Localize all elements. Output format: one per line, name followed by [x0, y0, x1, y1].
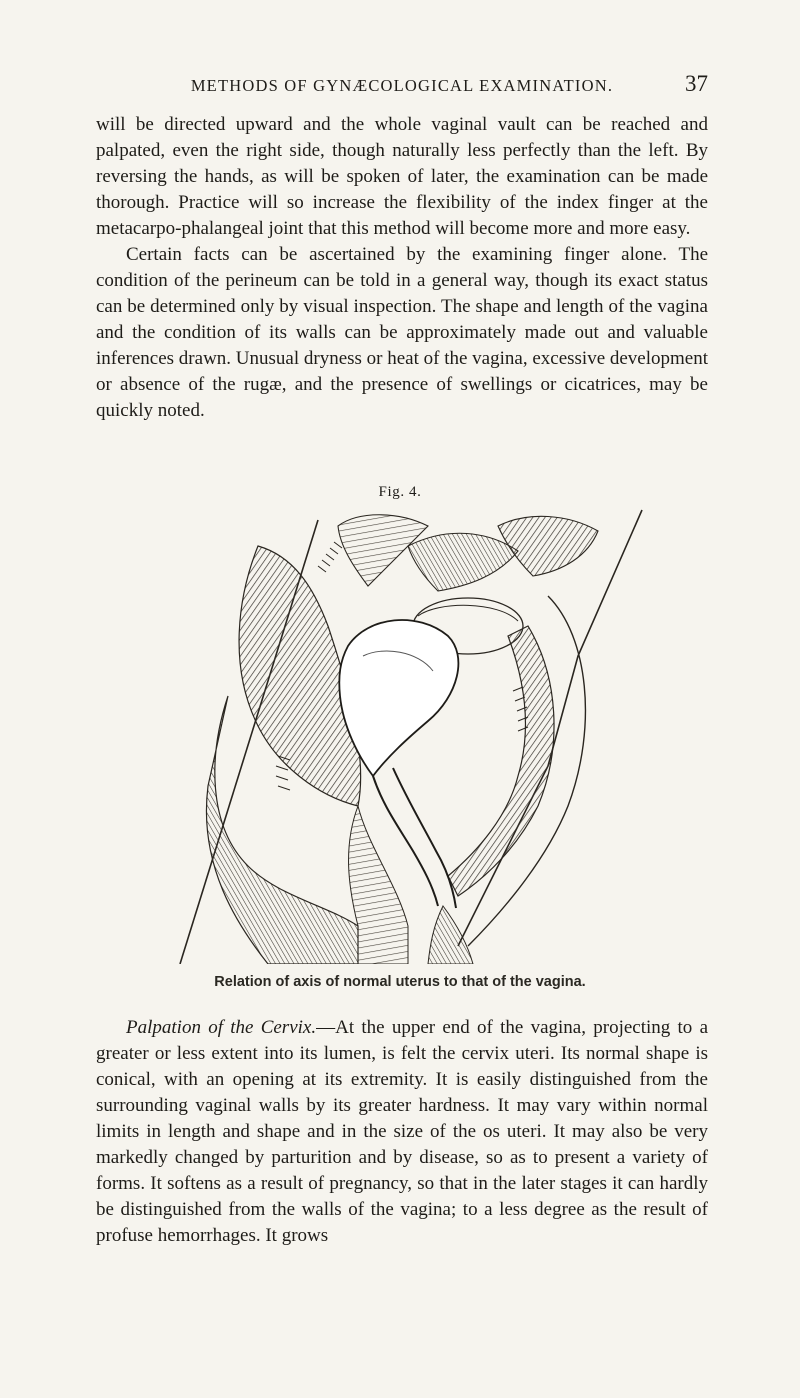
anatomical-illustration — [168, 506, 648, 964]
paragraph-cervix-text: —At the upper end of the vagina, projecting to a greater or less extent into its lumen, is felt the cervix uteri. Its normal shape is conical, with an opening at its extremity. It is easily distinguished from the surrounding vaginal walls by its greater hardness. It may vary within normal limits in length and shape and in the size of the os uteri. It may also be very markedly changed by parturition and by disease, so as to present a variety of forms. It softens as a result of pregnancy, so that in the later stages it can hardly be distinguished from the walls of the vagina; to a less degree as the result of profuse hemorrhages. It grows — [96, 1017, 708, 1246]
figure-label: Fig. 4. — [378, 484, 422, 500]
figure-caption: Relation of axis of normal uterus to that of the vagina. — [214, 974, 586, 990]
body-text-bottom — [96, 1015, 708, 1249]
paragraph-cervix — [96, 1015, 708, 1249]
running-head — [96, 71, 708, 100]
paragraph-finger-examination: Certain facts can be ascertained by the examining finger alone. The condition of the perineum can be told in a general way, though its exact status can be determined only by visual inspection. The shape and length of the vagina and the condition of its walls can be approximately made out and valuable inferences drawn. Unusual dryness or heat of the vagina, excessive development or absence of the rugæ, and the presence of swellings or cicatrices, may be quickly noted. — [96, 244, 709, 421]
running-title: METHODS OF GYNÆCOLOGICAL EXAMINATION. — [190, 76, 614, 95]
section-sidehead: Palpation of the Cervix. — [126, 1017, 317, 1038]
paragraph-continued: will be directed upward and the whole vaginal vault can be reached and palpated, even the right side, though naturally less perfectly than the left. By reversing the hands, as will be spoken of later, the examination can be made thorough. Practice will so increase the flexibility of the index finger at the metacarpo-phalangeal joint that this method will become more and more easy. — [96, 114, 708, 239]
body-text-top — [96, 112, 708, 424]
page-number: 37 — [685, 71, 708, 96]
